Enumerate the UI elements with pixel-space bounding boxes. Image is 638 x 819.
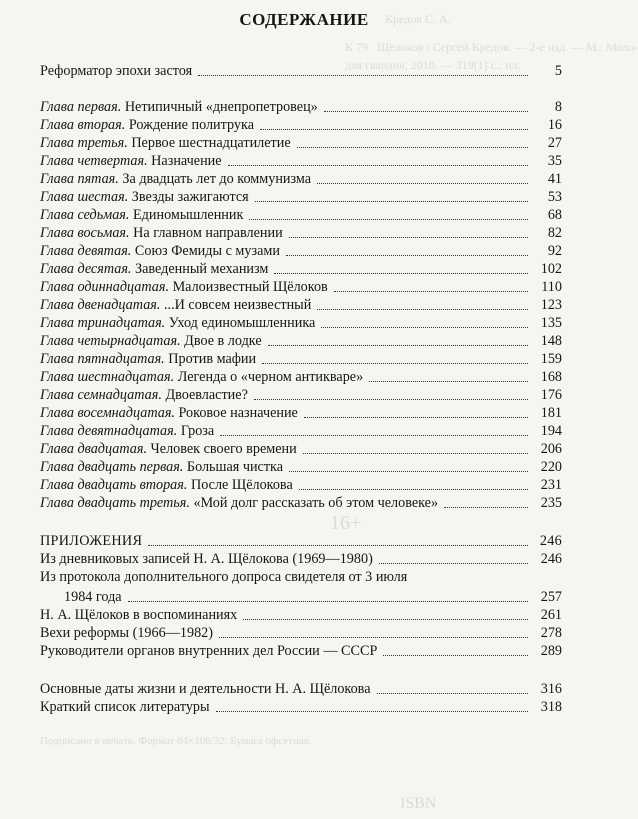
chapter-number: Глава восемнадцатая. [40, 405, 175, 421]
toc-entry-title [40, 314, 315, 332]
toc-entry-title [40, 332, 262, 350]
page-number: 278 [540, 625, 562, 641]
toc-chapter-entry [40, 152, 562, 170]
chapter-title: Малоизвестный Щёлоков [169, 279, 328, 295]
chapter-number: Глава пятая. [40, 171, 119, 187]
chapter-number: Глава восьмая. [40, 225, 130, 241]
dot-leader [249, 219, 528, 220]
toc-entry [40, 606, 562, 624]
toc-entry [40, 698, 562, 716]
toc-entry-title [40, 188, 249, 206]
dot-leader [379, 563, 528, 564]
chapter-title: Заведенный механизм [131, 261, 269, 277]
chapter-title: Уход единомышленника [165, 315, 316, 331]
toc-entry-title [40, 224, 283, 242]
dot-leader [321, 327, 528, 328]
bleed-through-text: К 79 Щёлоков / Сергей Кредов. — 2-е изд. — М.: Моло- [345, 40, 638, 54]
toc-entry-title: ПРИЛОЖЕНИЯ [40, 533, 143, 549]
dot-leader [369, 381, 528, 382]
chapter-title: Союз Фемиды с музами [131, 243, 280, 259]
toc-entry [40, 550, 562, 568]
chapter-number: Глава четвертая. [40, 153, 148, 169]
toc-entry [40, 680, 562, 698]
toc-chapter-entry [40, 332, 562, 350]
toc-entry-title [40, 242, 280, 260]
bleed-through-text: Кредов С. А. [385, 12, 451, 26]
chapter-number: Глава девятнадцатая. [40, 423, 178, 439]
page-number: 148 [540, 333, 562, 349]
toc-chapter-entry [40, 386, 562, 404]
toc-entry-title: Реформатор эпохи застоя [40, 63, 193, 79]
page-number: 261 [540, 607, 562, 623]
toc-section-heading [40, 532, 562, 550]
page-number: 123 [540, 297, 562, 313]
bleed-through-text: 16+ [330, 512, 362, 534]
chapter-title: Звезды зажигаются [128, 189, 249, 205]
dot-leader [216, 711, 528, 712]
toc-chapter-entry [40, 422, 562, 440]
toc-chapter-entry [40, 350, 562, 368]
toc-chapter-entry [40, 242, 562, 260]
dot-leader [268, 345, 528, 346]
page-number: 35 [547, 153, 562, 169]
dot-leader [198, 75, 528, 76]
toc-entry-title: Вехи реформы (1966—1982) [40, 625, 213, 641]
toc-chapter-entry [40, 278, 562, 296]
chapter-title: Легенда о «черном антикваре» [174, 369, 364, 385]
toc-entry-title [40, 278, 328, 296]
chapter-number: Глава одиннадцатая. [40, 279, 170, 295]
chapter-number: Глава пятнадцатая. [40, 351, 165, 367]
chapter-title: ...И совсем неизвестный [160, 297, 312, 313]
toc-chapter-entry [40, 458, 562, 476]
toc-entry-title [40, 260, 268, 278]
chapter-number: Глава вторая. [40, 117, 126, 133]
toc-entry-line: Из протокола дополнительного допроса свидетеля от 3 июля [40, 569, 408, 585]
toc-chapter-entry [40, 134, 562, 152]
page-number: 68 [547, 207, 562, 223]
page-number: 206 [540, 441, 562, 457]
toc-entry-title [40, 296, 311, 314]
dot-leader [255, 201, 528, 202]
chapter-title: Роковое назначение [174, 405, 298, 421]
toc-entry [40, 642, 562, 660]
chapter-title: «Мой долг рассказать об этом человеке» [189, 495, 439, 511]
chapter-title: Большая чистка [183, 459, 284, 475]
toc-entry [40, 62, 562, 80]
chapter-title: После Щёлокова [187, 477, 293, 493]
toc-entry [40, 588, 562, 606]
chapter-title: За двадцать лет до коммунизма [118, 171, 312, 187]
toc-entry-title: Краткий список литературы [40, 699, 210, 715]
page-number: 16 [547, 117, 562, 133]
toc-entry-title: Руководители органов внутренних дел России — СССР [40, 643, 378, 659]
toc-entry-title [40, 206, 243, 224]
toc-chapter-entry [40, 206, 562, 224]
dot-leader [444, 507, 528, 508]
chapter-number: Глава тринадцатая. [40, 315, 166, 331]
chapter-number: Глава двадцать вторая. [40, 477, 188, 493]
page-number: 246 [539, 533, 562, 549]
chapter-number: Глава двадцатая. [40, 441, 147, 457]
toc-entry-title [40, 170, 311, 188]
chapter-number: Глава девятая. [40, 243, 132, 259]
bleed-through-text: дая гвардия, 2010. — 319[1] с.: ил. [345, 58, 521, 72]
dot-leader [148, 545, 528, 546]
chapter-title: Единомышленник [129, 207, 244, 223]
dot-leader [262, 363, 528, 364]
page-title: СОДЕРЖАНИЕ [239, 10, 369, 29]
bleed-through-text: Подписано в печать. Формат 84×108/32. Бумага офсетная. [40, 735, 312, 747]
chapter-title: Человек своего времени [147, 441, 297, 457]
dot-leader [324, 111, 528, 112]
dot-leader [297, 147, 528, 148]
dot-leader [243, 619, 528, 620]
page-number: 8 [554, 99, 562, 115]
dot-leader [219, 637, 528, 638]
dot-leader [299, 489, 528, 490]
page-number: 53 [547, 189, 562, 205]
toc-chapter-entry [40, 314, 562, 332]
toc-chapter-entry [40, 224, 562, 242]
page-number: 135 [540, 315, 562, 331]
toc-chapter-entry [40, 260, 562, 278]
dot-leader [289, 471, 528, 472]
chapter-number: Глава двадцать третья. [40, 495, 190, 511]
page-number: 231 [540, 477, 562, 493]
chapter-number: Глава двадцать первая. [40, 459, 184, 475]
dot-leader [254, 399, 528, 400]
toc-entry-title [40, 152, 222, 170]
page-number: 5 [554, 63, 562, 79]
chapter-number: Глава двенадцатая. [40, 297, 161, 313]
toc-chapter-entry [40, 98, 562, 116]
page-number: 110 [541, 279, 562, 295]
page-number: 168 [540, 369, 562, 385]
chapter-number: Глава десятая. [40, 261, 132, 277]
page-number: 316 [540, 681, 562, 697]
dot-leader [128, 601, 528, 602]
dot-leader [317, 183, 528, 184]
toc-entry-title: Основные даты жизни и деятельности Н. А. Щёлокова [40, 681, 371, 697]
dot-leader [274, 273, 528, 274]
dot-leader [383, 655, 528, 656]
chapter-title: Первое шестнадцатилетие [127, 135, 291, 151]
dot-leader [228, 165, 528, 166]
toc-chapter-entry [40, 404, 562, 422]
toc-chapter-entry [40, 296, 562, 314]
toc-chapter-entry [40, 188, 562, 206]
toc-entry-title [40, 476, 293, 494]
toc-entry-title [40, 404, 298, 422]
page-number: 235 [540, 495, 562, 511]
page-number: 92 [547, 243, 562, 259]
toc-entry-title [40, 422, 214, 440]
dot-leader [334, 291, 528, 292]
chapter-number: Глава первая. [40, 99, 122, 115]
dot-leader [317, 309, 528, 310]
toc-chapter-entry [40, 170, 562, 188]
chapter-title: На главном направлении [129, 225, 283, 241]
page-number: 27 [547, 135, 562, 151]
dot-leader [260, 129, 528, 130]
toc-entry-title [40, 134, 291, 152]
toc-entry-title [40, 494, 438, 512]
page-number: 41 [547, 171, 562, 187]
page-number: 102 [540, 261, 562, 277]
page-number: 194 [540, 423, 562, 439]
page-number: 246 [540, 551, 562, 567]
chapter-number: Глава седьмая. [40, 207, 130, 223]
page-number: 159 [540, 351, 562, 367]
dot-leader [220, 435, 528, 436]
dot-leader [304, 417, 528, 418]
dot-leader [377, 693, 529, 694]
toc-entry-title: Н. А. Щёлоков в воспоминаниях [40, 607, 238, 623]
chapter-number: Глава четырнадцатая. [40, 333, 181, 349]
toc-entry-title [40, 368, 363, 386]
chapter-number: Глава третья. [40, 135, 128, 151]
chapter-number: Глава шестнадцатая. [40, 369, 175, 385]
toc-entry-title [40, 458, 283, 476]
toc-entry [40, 624, 562, 642]
chapter-title: Рождение политрука [125, 117, 255, 133]
page-number: 257 [540, 589, 562, 605]
page-number: 181 [540, 405, 562, 421]
toc-entry-title [40, 350, 256, 368]
toc-entry-title: 1984 года [64, 589, 122, 605]
bleed-through-text: ISBN [400, 795, 437, 812]
chapter-title: Против мафии [164, 351, 257, 367]
toc-entry-title [40, 116, 254, 134]
toc-entry-title [40, 386, 248, 404]
chapter-number: Глава шестая. [40, 189, 129, 205]
chapter-title: Двоевластие? [161, 387, 248, 403]
chapter-title: Гроза [177, 423, 215, 439]
page-number: 220 [540, 459, 562, 475]
chapter-title: Нетипичный «днепропетровец» [121, 99, 318, 115]
dot-leader [286, 255, 528, 256]
chapter-number: Глава семнадцатая. [40, 387, 162, 403]
toc-entry-title [40, 440, 297, 458]
toc-entry-title: Из дневниковых записей Н. А. Щёлокова (1969—1980) [40, 551, 373, 567]
page-number: 82 [547, 225, 562, 241]
toc-chapter-entry [40, 440, 562, 458]
page-number: 176 [540, 387, 562, 403]
toc-chapter-entry [40, 368, 562, 386]
toc-chapter-entry [40, 476, 562, 494]
dot-leader [289, 237, 528, 238]
toc-chapter-entry [40, 494, 562, 512]
chapter-title: Двое в лодке [180, 333, 262, 349]
toc-entry-title [40, 98, 318, 116]
dot-leader [303, 453, 528, 454]
chapter-title: Назначение [147, 153, 222, 169]
page-number: 318 [540, 699, 562, 715]
toc-chapter-entry [40, 116, 562, 134]
page-number: 289 [540, 643, 562, 659]
